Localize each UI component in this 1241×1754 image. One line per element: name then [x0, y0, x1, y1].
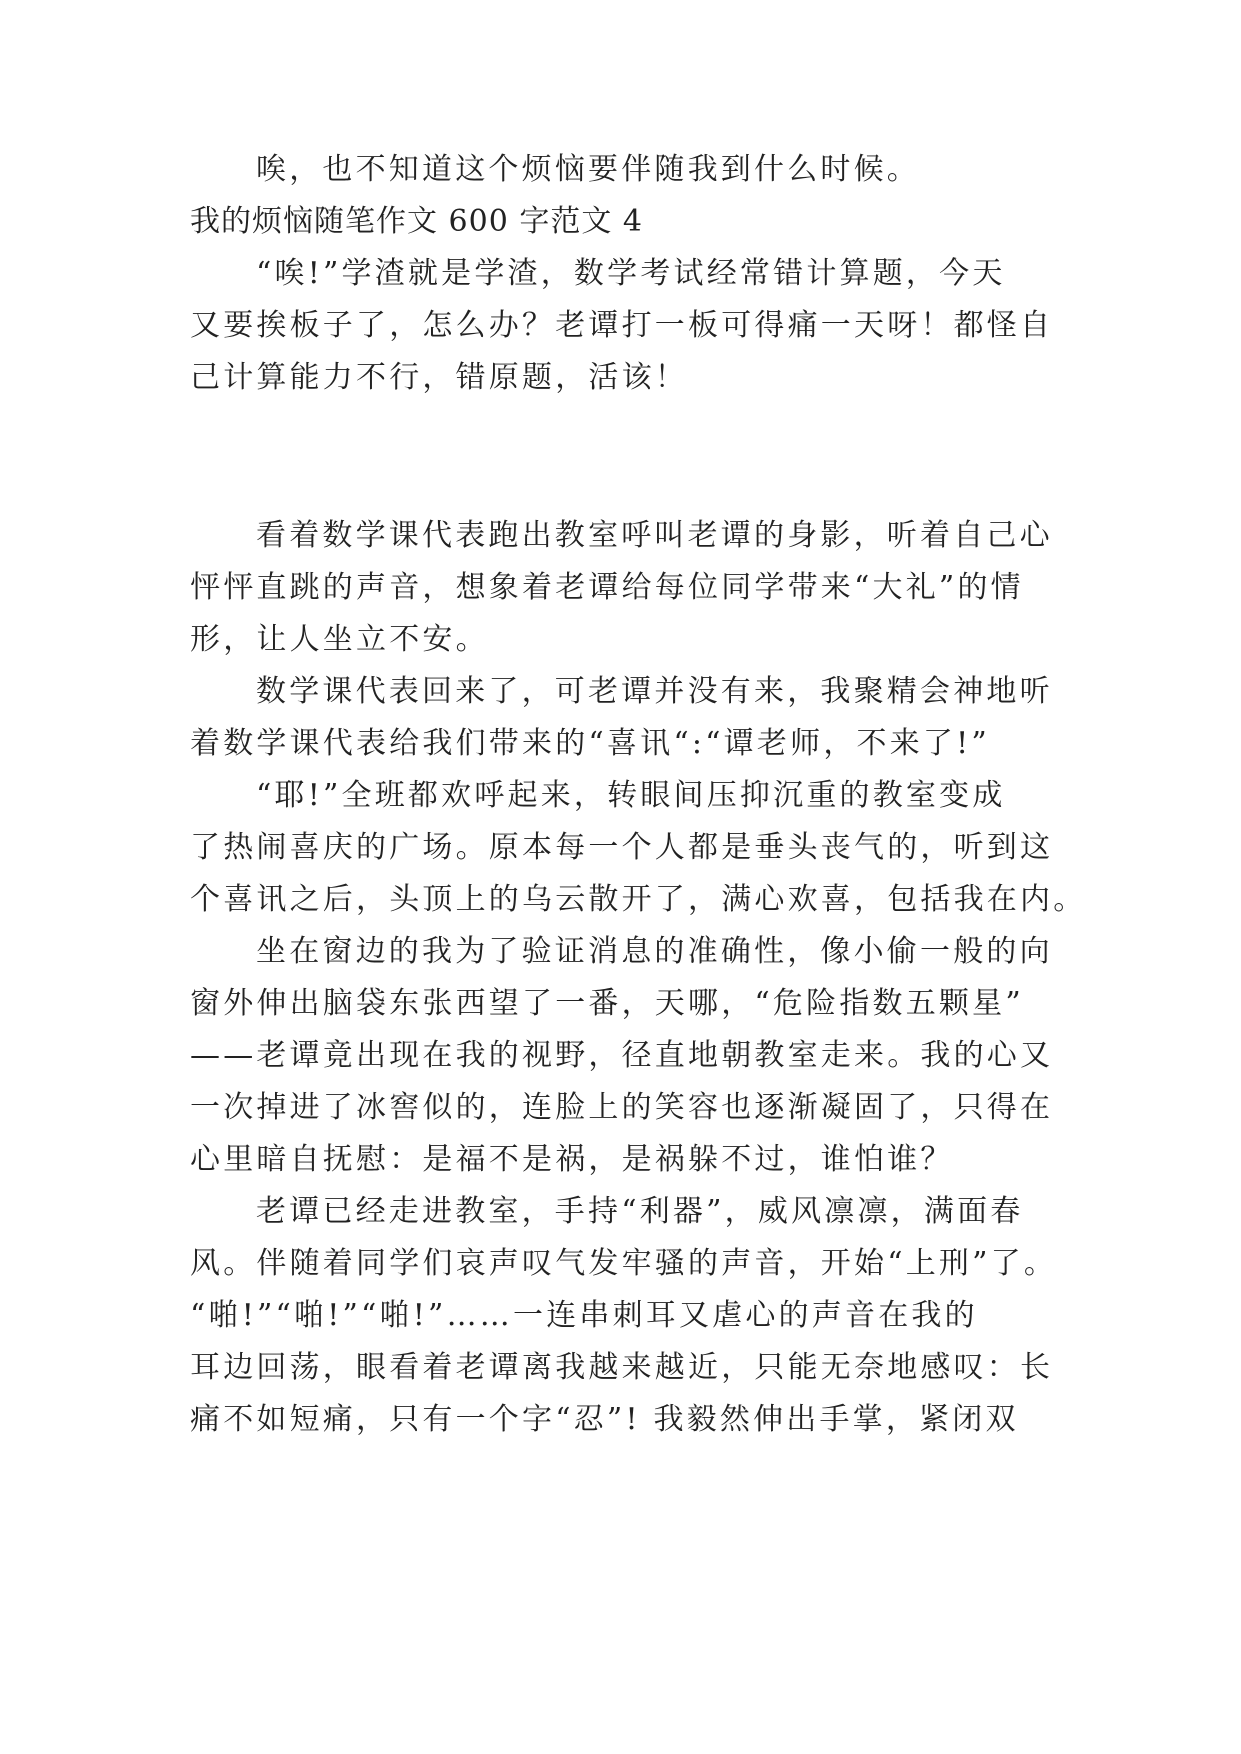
paragraph-line: “啪!”“啪!”“啪!”……一连串刺耳又虐心的声音在我的	[190, 1298, 978, 1333]
paragraph-line: “耶!”全班都欢呼起来，转眼间压抑沉重的教室变成	[256, 778, 1006, 813]
paragraph-line: 着数学课代表给我们带来的“喜讯“:“谭老师，不来了!”	[190, 726, 990, 761]
paragraph-line: 痛不如短痛，只有一个字“忍”! 我毅然伸出手掌，紧闭双	[190, 1402, 1019, 1437]
paragraph-line: 老谭已经走进教室，手持“利器”，威风凛凛，满面春	[256, 1194, 1024, 1229]
paragraph-line: 耳边回荡，眼看着老谭离我越来越近，只能无奈地感叹：长	[190, 1350, 1054, 1385]
paragraph-line: 坐在窗边的我为了验证消息的准确性，像小偷一般的向	[256, 934, 1053, 969]
paragraph-line: 风。伴随着同学们哀声叹气发牢骚的声音，开始“上刑”了。	[190, 1246, 1058, 1281]
paragraph-line: 怦怦直跳的声音，想象着老谭给每位同学带来“大礼”的情	[190, 570, 1024, 605]
paragraph-line: 了热闹喜庆的广场。原本每一个人都是垂头丧气的，听到这	[190, 830, 1054, 865]
paragraph-line: 己计算能力不行，错原题，活该！	[190, 360, 688, 395]
paragraph-line: 唉，也不知道这个烦恼要伴随我到什么时候。	[256, 152, 920, 187]
paragraph-line: 又要挨板子了，怎么办？老谭打一板可得痛一天呀！都怪自	[190, 308, 1054, 343]
paragraph-line: 窗外伸出脑袋东张西望了一番，天哪，“危险指数五颗星”	[190, 986, 1024, 1021]
paragraph-line: 心里暗自抚慰：是福不是祸，是祸躲不过，谁怕谁？	[190, 1142, 954, 1177]
paragraph-line: 一次掉进了冰窖似的，连脸上的笑容也逐渐凝固了，只得在	[190, 1090, 1054, 1125]
paragraph-line: 看着数学课代表跑出教室呼叫老谭的身影，听着自己心	[256, 518, 1053, 553]
paragraph-line: 形，让人坐立不安。	[190, 622, 489, 657]
section-heading: 我的烦恼随笔作文 600 字范文 4	[190, 204, 643, 239]
paragraph-line: “唉!”学渣就是学渣，数学考试经常错计算题，今天	[256, 256, 1006, 291]
paragraph-line: 数学课代表回来了，可老谭并没有来，我聚精会神地听	[256, 674, 1053, 709]
paragraph-line: ——老谭竟出现在我的视野，径直地朝教室走来。我的心又	[190, 1038, 1054, 1073]
paragraph-line: 个喜讯之后，头顶上的乌云散开了，满心欢喜，包括我在内。	[190, 882, 1087, 917]
